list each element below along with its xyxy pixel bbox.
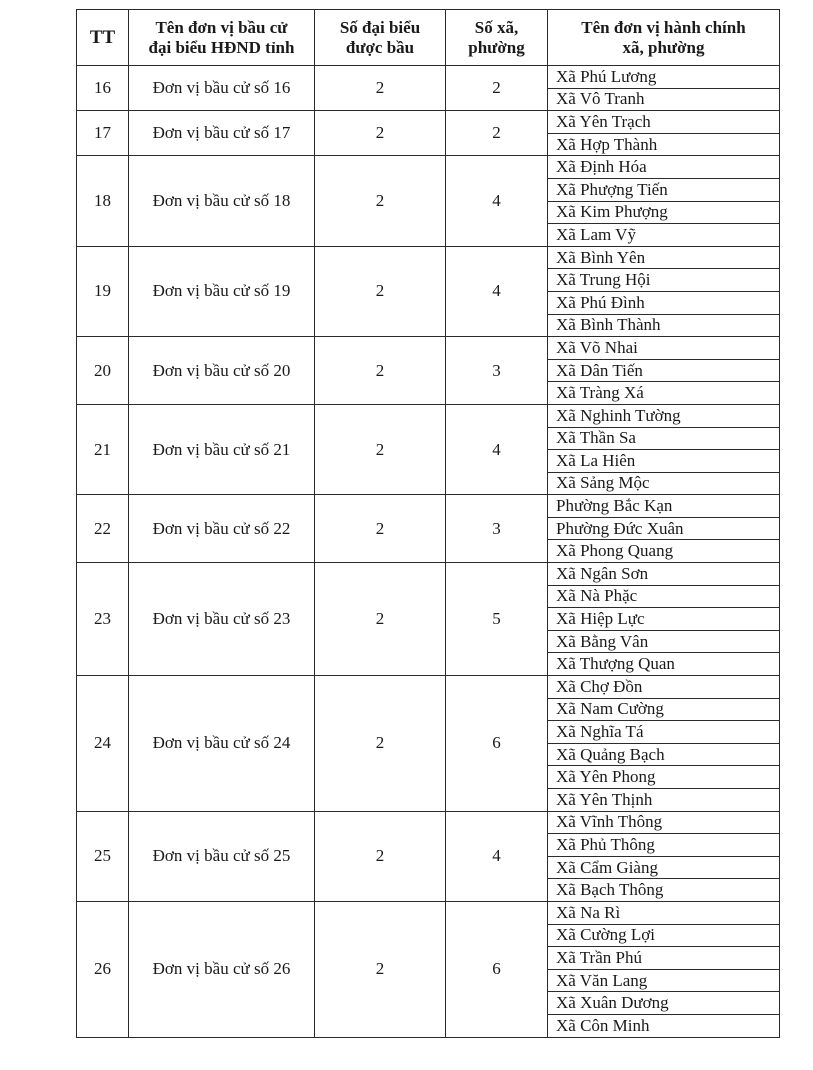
row-unit-name: Đơn vị bầu cử số 21 [129,404,315,494]
row-wards-count: 2 [446,111,548,156]
header-ward-names [548,10,780,66]
row-wards-count: 3 [446,495,548,563]
row-unit-name: Đơn vị bầu cử số 23 [129,563,315,676]
row-ward-name: Xã Quảng Bạch [548,743,780,766]
row-ward-name: Xã Ngân Sơn [548,563,780,586]
row-tt: 17 [77,111,129,156]
header-unit-name-line2: đại biểu HĐND tỉnh [148,37,295,57]
row-ward-name: Xã Hợp Thành [548,133,780,156]
header-ward-names-line1: Tên đơn vị hành chính [581,17,746,37]
row-ward-name: Xã Phú Đình [548,291,780,314]
row-ward-name: Xã Nghinh Tường [548,404,780,427]
row-delegates: 2 [315,901,446,1037]
row-ward-name: Xã Sảng Mộc [548,472,780,495]
row-ward-name: Xã Văn Lang [548,969,780,992]
row-ward-name: Xã Thần Sa [548,427,780,450]
header-delegates-line1: Số đại biểu [339,17,421,37]
header-wards-count-line2: phường [468,37,525,57]
table-row [77,495,780,518]
table-row [77,156,780,179]
row-ward-name: Xã Thượng Quan [548,653,780,676]
row-ward-name: Xã Bạch Thông [548,879,780,902]
row-ward-name: Xã Côn Minh [548,1014,780,1037]
row-unit-name: Đơn vị bầu cử số 18 [129,156,315,246]
row-ward-name: Xã Bình Thành [548,314,780,337]
row-delegates: 2 [315,66,446,111]
row-tt: 20 [77,337,129,405]
table-row [77,901,780,924]
row-ward-name: Xã Phong Quang [548,540,780,563]
header-wards-count-line1: Số xã, [474,17,519,37]
row-wards-count: 4 [446,811,548,901]
row-ward-name: Xã Na Rì [548,901,780,924]
header-delegates [315,10,446,66]
row-delegates: 2 [315,404,446,494]
header-wards-count [446,10,548,66]
row-wards-count: 6 [446,676,548,812]
table-row [77,246,780,269]
row-ward-name: Xã Phượng Tiến [548,178,780,201]
row-wards-count: 2 [446,66,548,111]
row-unit-name: Đơn vị bầu cử số 22 [129,495,315,563]
row-delegates: 2 [315,563,446,676]
row-unit-name: Đơn vị bầu cử số 24 [129,676,315,812]
row-wards-count: 4 [446,246,548,336]
row-ward-name: Xã Yên Trạch [548,111,780,134]
table-body [77,66,780,1038]
row-ward-name: Xã Xuân Dương [548,992,780,1015]
header-ward-names-line2: xã, phường [622,37,705,57]
table-header [77,10,780,66]
row-ward-name: Xã Phú Lương [548,66,780,89]
row-ward-name: Phường Bắc Kạn [548,495,780,518]
row-delegates: 2 [315,246,446,336]
row-wards-count: 4 [446,156,548,246]
row-ward-name: Xã Trung Hội [548,269,780,292]
row-unit-name: Đơn vị bầu cử số 25 [129,811,315,901]
row-unit-name: Đơn vị bầu cử số 16 [129,66,315,111]
header-unit-name [129,10,315,66]
row-tt: 25 [77,811,129,901]
row-unit-name: Đơn vị bầu cử số 26 [129,901,315,1037]
table-row [77,676,780,699]
row-wards-count: 3 [446,337,548,405]
row-delegates: 2 [315,156,446,246]
row-tt: 18 [77,156,129,246]
row-ward-name: Xã Cẩm Giàng [548,856,780,879]
row-ward-name: Xã Bằng Vân [548,630,780,653]
table-row [77,66,780,89]
row-ward-name: Xã Định Hóa [548,156,780,179]
row-tt: 19 [77,246,129,336]
row-tt: 24 [77,676,129,812]
row-delegates: 2 [315,337,446,405]
row-tt: 21 [77,404,129,494]
row-unit-name: Đơn vị bầu cử số 17 [129,111,315,156]
row-tt: 16 [77,66,129,111]
table-row [77,337,780,360]
row-ward-name: Xã Phủ Thông [548,834,780,857]
row-ward-name: Xã Vô Tranh [548,88,780,111]
row-ward-name: Xã Nà Phặc [548,585,780,608]
row-ward-name: Xã Chợ Đồn [548,676,780,699]
row-ward-name: Xã Lam Vỹ [548,224,780,247]
table-row [77,811,780,834]
row-ward-name: Xã Tràng Xá [548,382,780,405]
table-row [77,563,780,586]
header-delegates-line2: được bầu [345,37,415,57]
row-tt: 26 [77,901,129,1037]
header-row [77,10,780,66]
row-tt: 23 [77,563,129,676]
row-ward-name: Xã Vĩnh Thông [548,811,780,834]
row-ward-name: Xã Kim Phượng [548,201,780,224]
row-wards-count: 5 [446,563,548,676]
row-ward-name: Xã Bình Yên [548,246,780,269]
row-delegates: 2 [315,111,446,156]
row-ward-name: Xã Dân Tiến [548,359,780,382]
row-ward-name: Xã Nam Cường [548,698,780,721]
row-delegates: 2 [315,495,446,563]
row-ward-name: Phường Đức Xuân [548,517,780,540]
row-delegates: 2 [315,676,446,812]
election-units-table [76,9,780,1038]
row-ward-name: Xã Yên Thịnh [548,789,780,812]
row-delegates: 2 [315,811,446,901]
row-unit-name: Đơn vị bầu cử số 20 [129,337,315,405]
table-row [77,404,780,427]
row-ward-name: Xã Hiệp Lực [548,608,780,631]
row-ward-name: Xã Cường Lợi [548,924,780,947]
header-tt [77,10,129,66]
row-tt: 22 [77,495,129,563]
table-row [77,111,780,134]
header-unit-name-line1: Tên đơn vị bầu cử [155,17,288,37]
row-ward-name: Xã Yên Phong [548,766,780,789]
row-unit-name: Đơn vị bầu cử số 19 [129,246,315,336]
row-ward-name: Xã Võ Nhai [548,337,780,360]
header-tt-text: TT [89,26,116,48]
row-ward-name: Xã Trần Phú [548,947,780,970]
row-wards-count: 4 [446,404,548,494]
row-ward-name: Xã La Hiên [548,450,780,473]
row-wards-count: 6 [446,901,548,1037]
row-ward-name: Xã Nghĩa Tá [548,721,780,744]
